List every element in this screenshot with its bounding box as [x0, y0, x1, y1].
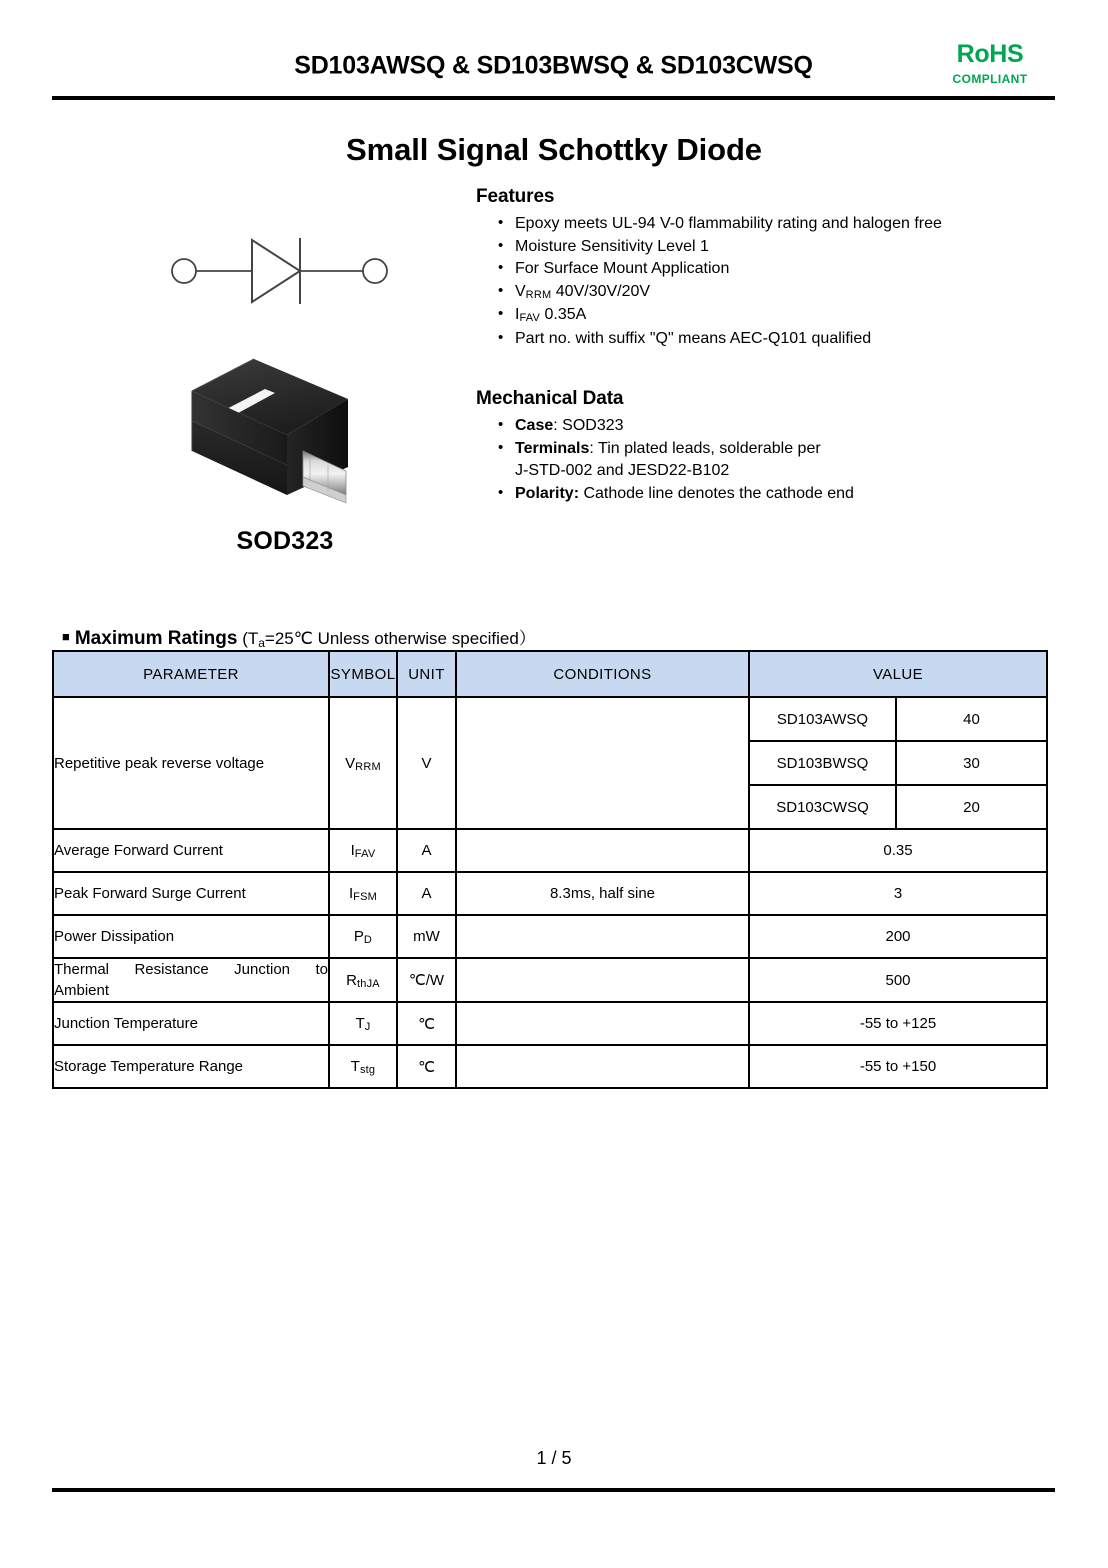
table-row	[53, 1045, 1047, 1088]
cell-value: 40	[896, 697, 1047, 741]
table-row	[53, 829, 1047, 872]
mech-item-terminals: • Terminals: Tin plated leads, solderable per	[498, 438, 1046, 461]
package-name-label: SOD323	[236, 527, 334, 555]
column-header-unit: UNIT	[397, 651, 456, 697]
feature-item: • Epoxy meets UL-94 V-0 flammability rating and halogen free	[498, 213, 1046, 236]
diode-schematic-symbol	[162, 228, 402, 314]
table-header-row	[53, 651, 1047, 697]
page-title: Small Signal Schottky Diode	[346, 132, 762, 167]
mech-item-case: • Case: SOD323	[498, 415, 1046, 438]
cell-parameter: Junction Temperature	[53, 1002, 329, 1045]
cell-value: 200	[749, 915, 1047, 958]
cell-unit: A	[397, 829, 456, 872]
cell-symbol: IFSM	[329, 872, 397, 915]
cell-symbol: VRRM	[329, 697, 397, 829]
part-number-title: SD103AWSQ & SD103BWSQ & SD103CWSQ	[294, 51, 813, 80]
feature-item-vrrm: • VRRM 40V/30V/20V	[498, 281, 1046, 305]
features-list	[476, 213, 1046, 351]
sod323-package-image	[170, 355, 400, 515]
cell-parameter: Repetitive peak reverse voltage	[53, 697, 329, 829]
cell-unit: V	[397, 697, 456, 829]
mech-item-polarity: • Polarity: Cathode line denotes the cathode end	[498, 483, 1046, 506]
cell-value-part: SD103CWSQ	[749, 785, 896, 829]
cell-parameter: Average Forward Current	[53, 829, 329, 872]
cell-conditions	[456, 829, 749, 872]
cell-symbol: Tstg	[329, 1045, 397, 1088]
maximum-ratings-heading	[62, 624, 536, 650]
cell-value: -55 to +125	[749, 1002, 1047, 1045]
footer-divider	[52, 1488, 1055, 1492]
features-heading: Features	[476, 186, 555, 207]
cell-parameter: Peak Forward Surge Current	[53, 872, 329, 915]
cell-unit: ℃/W	[397, 958, 456, 1002]
page-number: 1 / 5	[536, 1448, 572, 1468]
features-section	[476, 186, 1046, 351]
cell-value: 3	[749, 872, 1047, 915]
cell-value: 20	[896, 785, 1047, 829]
table-row	[53, 915, 1047, 958]
mechanical-data-list-2	[476, 483, 1046, 506]
column-header-symbol: SYMBOL	[329, 651, 397, 697]
column-header-parameter: PARAMETER	[53, 651, 329, 697]
ratings-condition-open: (T	[242, 629, 259, 648]
maximum-ratings-title: Maximum Ratings	[74, 628, 238, 649]
cell-value-part: SD103BWSQ	[749, 741, 896, 785]
mech-item-terminals-continued: J-STD-002 and JESD22-B102	[515, 462, 730, 480]
cell-symbol: TJ	[329, 1002, 397, 1045]
cell-conditions	[456, 1045, 749, 1088]
cell-conditions	[456, 958, 749, 1002]
rohs-compliant-label: COMPLIANT	[952, 72, 1028, 86]
mechanical-data-list	[476, 415, 1046, 460]
cell-symbol: RthJA	[329, 958, 397, 1002]
cell-conditions	[456, 697, 749, 829]
cell-unit: mW	[397, 915, 456, 958]
cell-parameter: Storage Temperature Range	[53, 1045, 329, 1088]
cell-symbol: IFAV	[329, 829, 397, 872]
cell-unit: A	[397, 872, 456, 915]
feature-item: • Part no. with suffix "Q" means AEC-Q101 qualified	[498, 328, 1046, 351]
feature-item-ifav: • IFAV 0.35A	[498, 304, 1046, 328]
cell-unit: ℃	[397, 1002, 456, 1045]
cell-value: 500	[749, 958, 1047, 1002]
ratings-condition-rest: =25℃ Unless otherwise specified）	[264, 629, 536, 648]
rohs-label: RoHS	[956, 40, 1024, 68]
mechanical-data-heading: Mechanical Data	[476, 388, 624, 409]
column-header-value: VALUE	[749, 651, 1047, 697]
cell-conditions: 8.3ms, half sine	[456, 872, 749, 915]
cell-conditions	[456, 1002, 749, 1045]
maximum-ratings-table	[52, 650, 1048, 1089]
table-row	[53, 697, 1047, 741]
rohs-compliant-logo	[930, 42, 1050, 86]
cell-parameter: Thermal Resistance Junction to Ambient	[53, 958, 329, 1002]
cell-value: 0.35	[749, 829, 1047, 872]
cell-symbol: PD	[329, 915, 397, 958]
page-header	[0, 0, 1108, 112]
column-header-conditions: CONDITIONS	[456, 651, 749, 697]
table-row	[53, 958, 1047, 1002]
cell-value-part: SD103AWSQ	[749, 697, 896, 741]
feature-item: • For Surface Mount Application	[498, 258, 1046, 281]
cell-parameter: Power Dissipation	[53, 915, 329, 958]
table-row	[53, 872, 1047, 915]
cell-value: 30	[896, 741, 1047, 785]
table-row	[53, 1002, 1047, 1045]
ratings-condition-sub: a	[258, 636, 265, 650]
cell-value: -55 to +150	[749, 1045, 1047, 1088]
square-bullet-icon: ■	[62, 629, 70, 644]
cell-conditions	[456, 915, 749, 958]
mechanical-data-section	[476, 388, 1046, 505]
header-divider	[52, 96, 1055, 100]
cell-unit: ℃	[397, 1045, 456, 1088]
feature-item: • Moisture Sensitivity Level 1	[498, 236, 1046, 259]
